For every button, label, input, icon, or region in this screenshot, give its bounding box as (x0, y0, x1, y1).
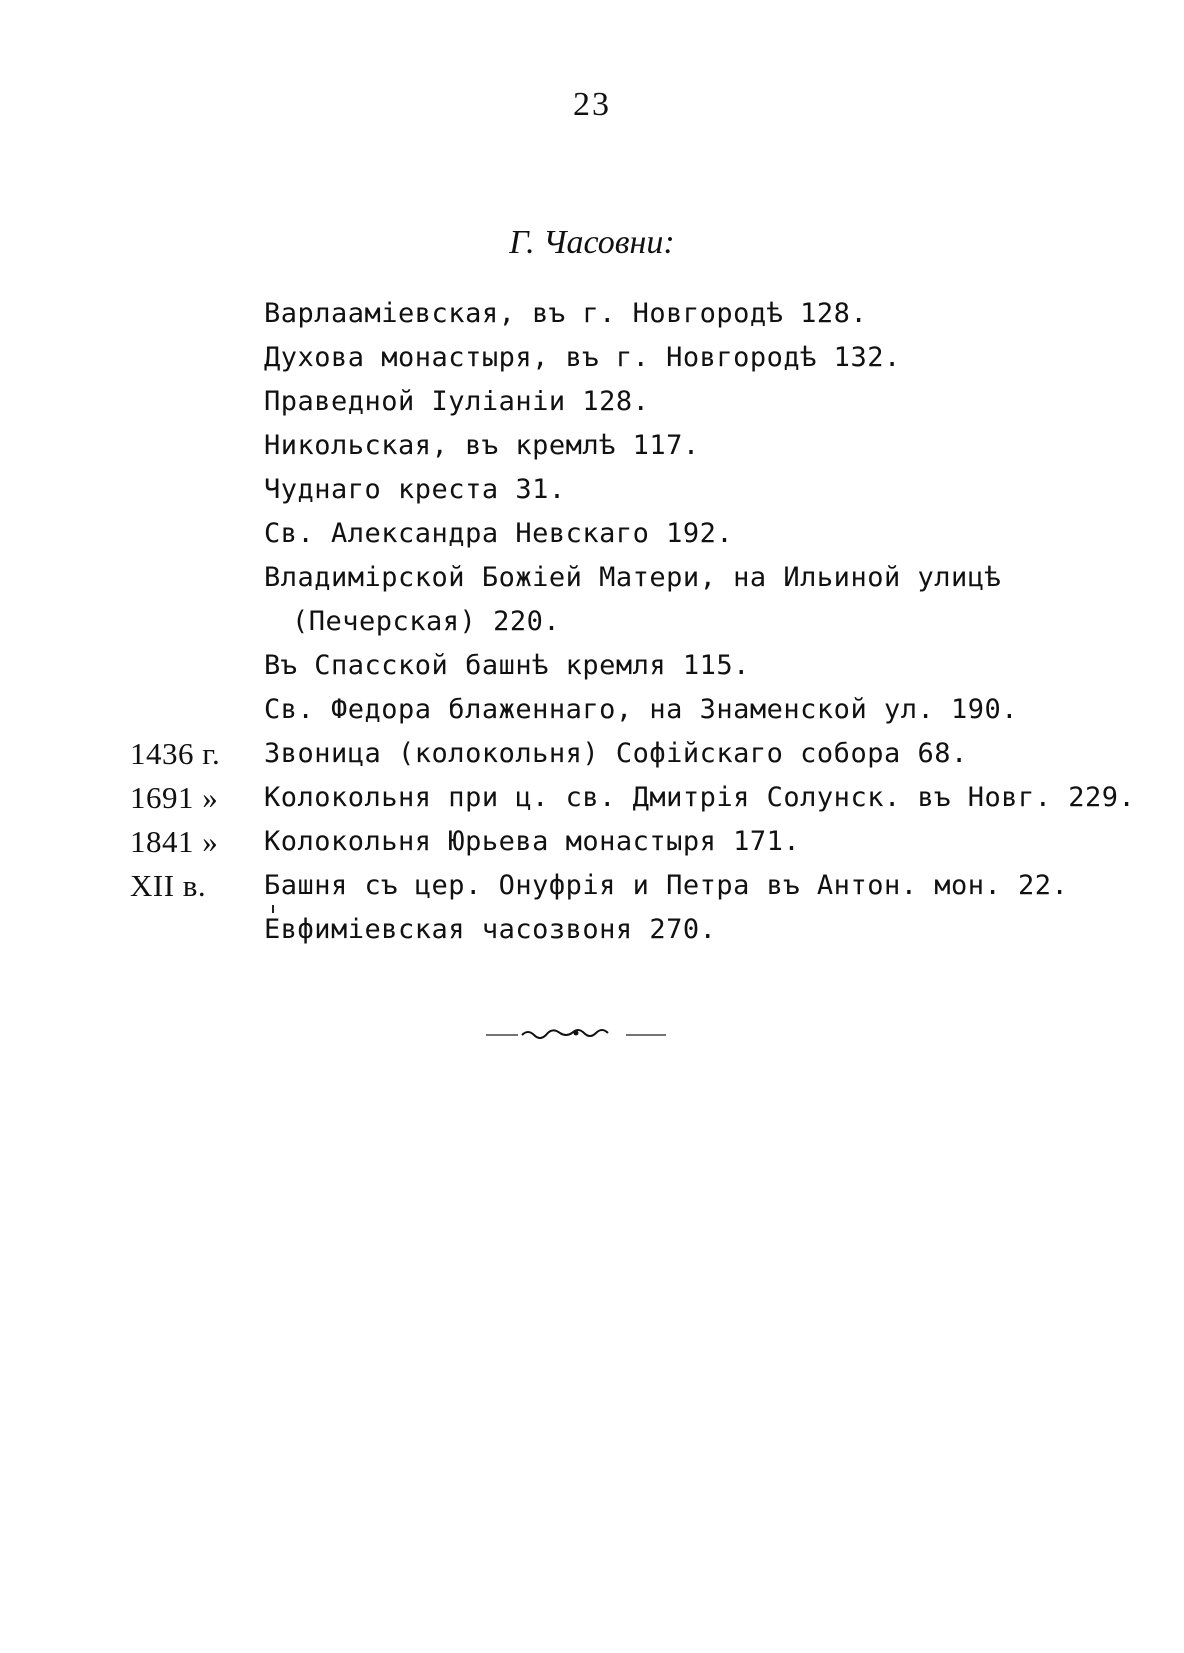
entry-text: Колокольня Юрьева монастыря 171. (264, 826, 801, 857)
list-item (0, 820, 1184, 864)
list-item (0, 600, 1184, 644)
list-item (0, 688, 1184, 732)
entry-text: Звоница (колокольня) Софiйскаго собора 68. (264, 738, 968, 769)
list-item (0, 556, 1184, 600)
list-item (0, 512, 1184, 556)
list-item (0, 468, 1184, 512)
entry-text: (Печерская) 220. (292, 606, 561, 637)
entry-date: 1841 » (130, 824, 219, 859)
entry-text: Чуднаго креста 31. (264, 474, 566, 505)
entry-text: Св. Александра Невскаго 192. (264, 518, 734, 549)
list-item (0, 644, 1184, 688)
entry-text: Въ Спасской башнѣ кремля 115. (264, 650, 750, 681)
stray-ink-mark (272, 905, 274, 913)
entry-text: Евфимiевская часозвоня 270. (264, 914, 717, 945)
list-item (0, 864, 1184, 908)
entry-date: XII в. (130, 868, 207, 903)
list-item (0, 424, 1184, 468)
list-item (0, 336, 1184, 380)
entry-text: Владимiрской Божiей Матери, на Ильиной улицѣ (264, 562, 1002, 593)
list-item (0, 776, 1184, 820)
page-number: 23 (573, 86, 611, 123)
entry-text: Башня съ цер. Онуфрiя и Петра въ Антон. мон. 22. (264, 870, 1069, 901)
list-item (0, 908, 1184, 952)
entry-text: Никольская, въ кремлѣ 117. (264, 430, 700, 461)
entry-text: Колокольня при ц. св. Дмитрiя Солунск. въ Новг. 229. (264, 782, 1136, 813)
entry-text: Праведной Iуліаніи 128. (264, 386, 650, 417)
list-item (0, 380, 1184, 424)
entry-text: Духова монастыря, въ г. Новгородѣ 132. (264, 342, 901, 373)
ornament-divider-icon (486, 1026, 666, 1044)
entry-date: 1691 » (130, 780, 219, 815)
section-heading: Г. Часовни: (509, 224, 675, 261)
list-item (0, 292, 1184, 336)
entry-text: Варлаамiевская, въ г. Новгородѣ 128. (264, 298, 868, 329)
entry-date: 1436 г. (130, 736, 221, 771)
entry-list (0, 292, 1184, 952)
entry-text: Св. Федора блаженнаго, на Знаменской ул. 190. (264, 694, 1018, 725)
list-item (0, 732, 1184, 776)
